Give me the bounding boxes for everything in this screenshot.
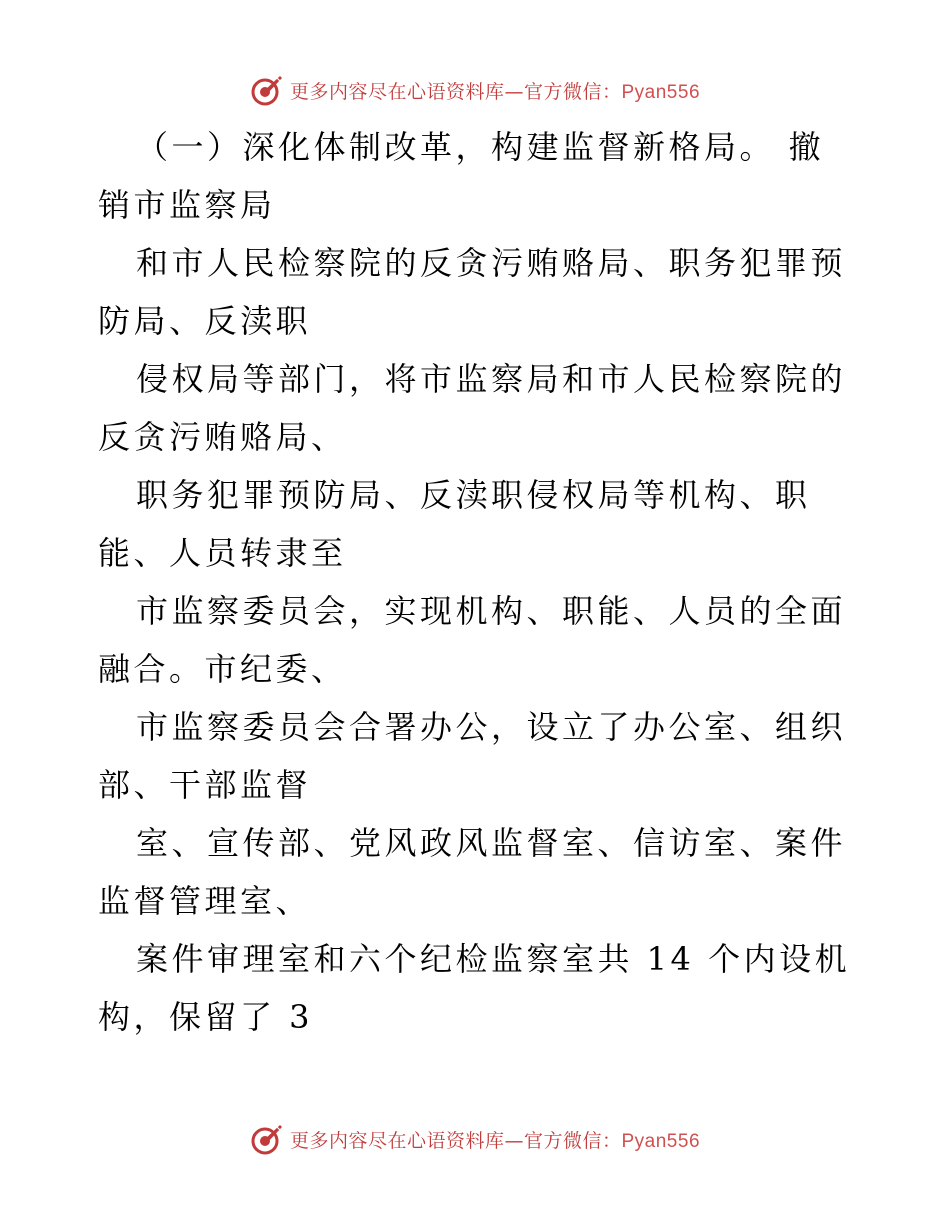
footer-watermark — [0, 1119, 950, 1159]
watermark-text: 更多内容尽在心语资料库—官方微信： — [289, 1129, 622, 1152]
paragraph: （一）深化体制改革，构建监督新格局。 撤销市监察局 — [98, 128, 825, 224]
watermark-wechat-id: Pyan556 — [621, 81, 701, 103]
pen-logo-icon — [250, 73, 284, 107]
paragraph: 市监察委员会合署办公，设立了办公室、组织部、干部监督 — [98, 708, 847, 804]
header-watermark — [0, 70, 950, 110]
paragraph: 职务犯罪预防局、反渎职侵权局等机构、职能、人员转隶至 — [98, 476, 811, 572]
paragraph: 市监察委员会，实现机构、职能、人员的全面融合。市纪委、 — [98, 592, 847, 688]
paragraph: 和市人民检察院的反贪污贿赂局、职务犯罪预防局、反渎职 — [98, 244, 847, 340]
paragraph: 案件审理室和六个纪检监察室共 14 个内设机构，保留了 3 — [98, 940, 851, 1036]
watermark-wechat-id: Pyan556 — [621, 1130, 701, 1152]
paragraph: 侵权局等部门，将市监察局和市人民检察院的反贪污贿赂局、 — [98, 360, 847, 456]
pen-logo-icon — [250, 1122, 284, 1156]
document-body — [98, 118, 858, 1046]
watermark-text: 更多内容尽在心语资料库—官方微信： — [289, 80, 622, 103]
paragraph: 室、宣传部、党风政风监督室、信访室、案件监督管理室、 — [98, 824, 847, 920]
